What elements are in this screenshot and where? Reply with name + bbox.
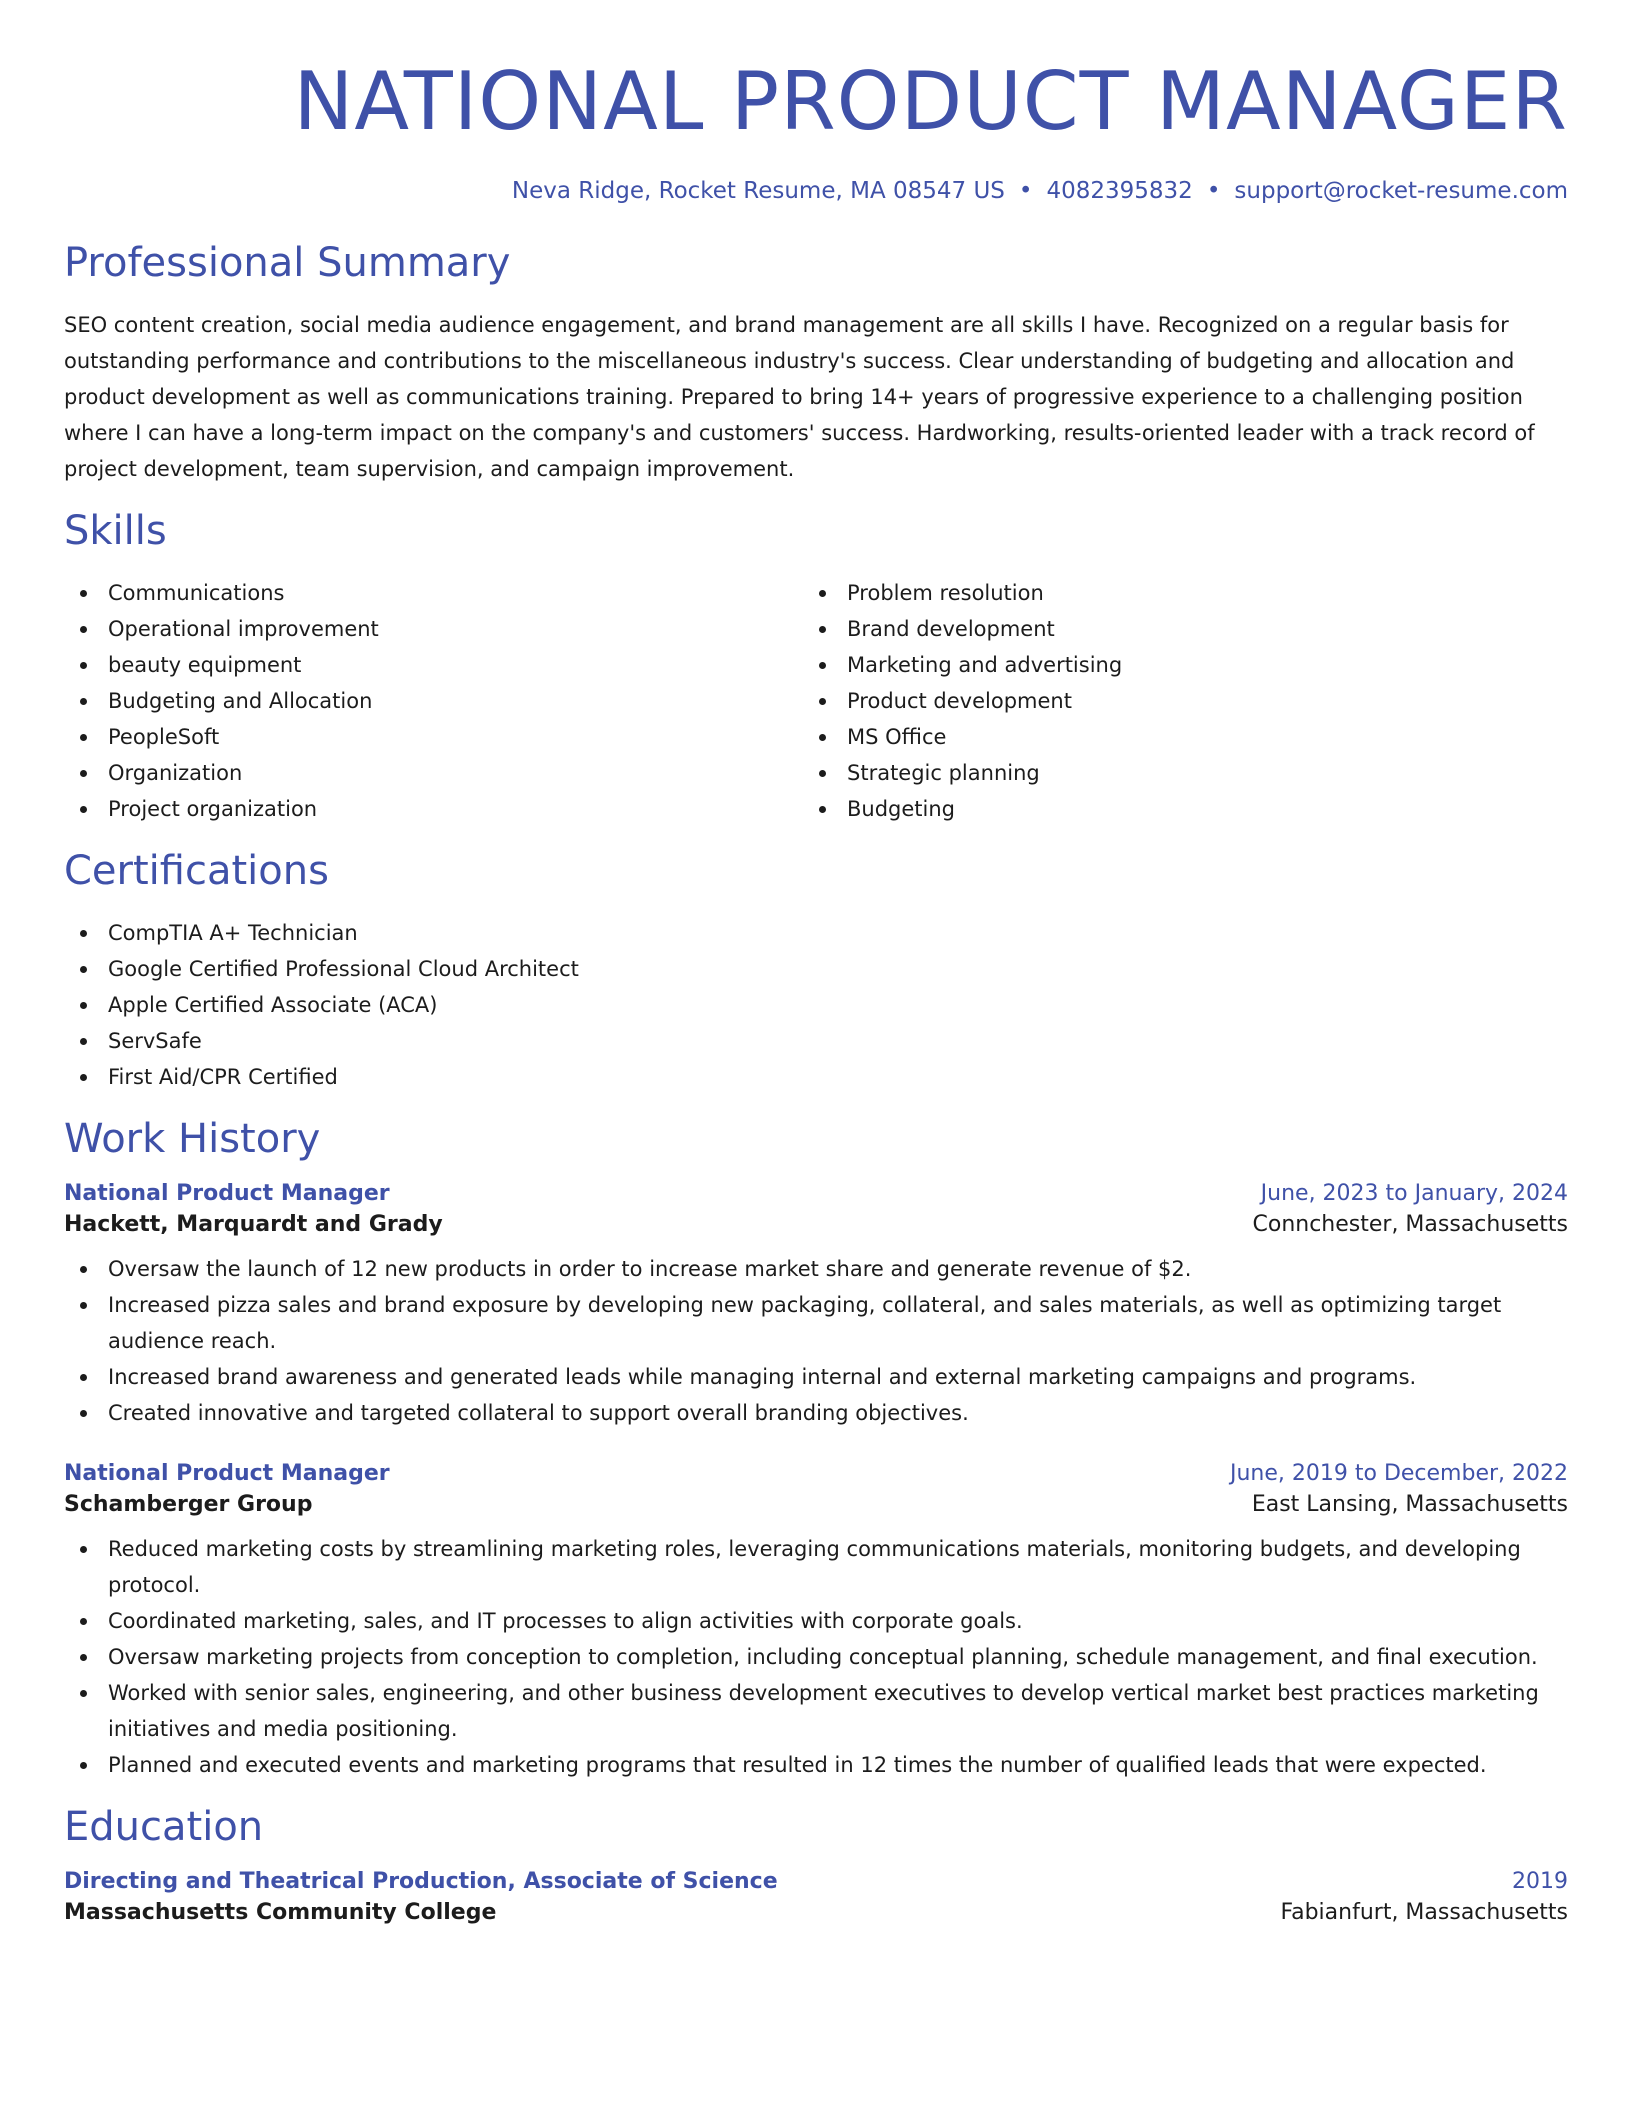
job-location: Connchester, Massachusetts <box>1252 1212 1568 1237</box>
certification-item: Apple Certified Associate (ACA) <box>64 987 1568 1023</box>
skills-grid <box>64 575 1568 827</box>
education-year: 2019 <box>1512 1869 1568 1894</box>
skill-item: beauty equipment <box>64 647 803 683</box>
education-heading: Education <box>64 1804 264 1850</box>
summary-section <box>64 241 1568 487</box>
certifications-list <box>64 915 1568 1095</box>
job-location: East Lansing, Massachusetts <box>1251 1492 1568 1517</box>
job-bullets <box>64 1251 1568 1431</box>
skill-item: Marketing and advertising <box>803 647 1542 683</box>
certification-item: Google Certified Professional Cloud Architect <box>64 951 1568 987</box>
contact-separator: • <box>1018 178 1033 204</box>
skill-item: Organization <box>64 755 803 791</box>
education-school-row <box>64 1900 1568 1925</box>
job-bullet: Increased pizza sales and brand exposure by developing new packaging, collateral, and sales materials, as well as optimizing target audience reach. <box>64 1287 1568 1359</box>
skill-item: Product development <box>803 683 1542 719</box>
summary-heading: Professional Summary <box>64 240 511 286</box>
skill-item: MS Office <box>803 719 1542 755</box>
job-company-row <box>64 1212 1568 1237</box>
certifications-section <box>64 849 1568 1095</box>
skill-item: Problem resolution <box>803 575 1542 611</box>
education-school: Massachusetts Community College <box>64 1900 497 1925</box>
job-bullet: Increased brand awareness and generated leads while managing internal and external marketing campaigns and programs. <box>64 1359 1568 1395</box>
work-history-section <box>64 1117 1568 1783</box>
contact-phone: 4082395832 <box>1046 178 1193 204</box>
certification-item: First Aid/CPR Certified <box>64 1059 1568 1095</box>
job-entry <box>64 1461 1568 1783</box>
job-company: Hackett, Marquardt and Grady <box>64 1212 443 1237</box>
education-section <box>64 1805 1568 1925</box>
skill-item: Budgeting <box>803 791 1542 827</box>
job-bullet: Created innovative and targeted collateral to support overall branding objectives. <box>64 1395 1568 1431</box>
job-company: Schamberger Group <box>64 1492 313 1517</box>
skills-left-list <box>64 575 803 827</box>
job-bullet: Reduced marketing costs by streamlining marketing roles, leveraging communications materials, monitoring budgets, and developing protocol. <box>64 1531 1568 1603</box>
contact-address: Neva Ridge, Rocket Resume, MA 08547 US <box>511 178 1005 204</box>
skill-item: PeopleSoft <box>64 719 803 755</box>
skills-right-list <box>803 575 1542 827</box>
contact-separator: • <box>1206 178 1221 204</box>
job-dates: June, 2023 to January, 2024 <box>1260 1181 1568 1206</box>
resume-name: NATIONAL PRODUCT MANAGER <box>293 55 1568 148</box>
job-title: National Product Manager <box>64 1461 390 1486</box>
skill-item: Brand development <box>803 611 1542 647</box>
job-bullet: Oversaw marketing projects from conception to completion, including conceptual planning, schedule management, and final execution. <box>64 1639 1568 1675</box>
skill-item: Communications <box>64 575 803 611</box>
job-bullet: Oversaw the launch of 12 new products in order to increase market share and generate revenue of $2. <box>64 1251 1568 1287</box>
skill-item: Strategic planning <box>803 755 1542 791</box>
education-location: Fabianfurt, Massachusetts <box>1280 1900 1568 1925</box>
job-company-row <box>64 1492 1568 1517</box>
skills-heading: Skills <box>64 508 167 554</box>
education-degree: Directing and Theatrical Production, Associate of Science <box>64 1869 778 1894</box>
skill-item: Budgeting and Allocation <box>64 683 803 719</box>
job-dates: June, 2019 to December, 2022 <box>1229 1461 1568 1486</box>
certifications-heading: Certifications <box>64 848 329 894</box>
job-bullet: Coordinated marketing, sales, and IT processes to align activities with corporate goals. <box>64 1603 1568 1639</box>
skill-item: Operational improvement <box>64 611 803 647</box>
certification-item: ServSafe <box>64 1023 1568 1059</box>
contact-line <box>64 180 1568 203</box>
job-entry <box>64 1181 1568 1431</box>
job-header-row <box>64 1461 1568 1486</box>
skills-section <box>64 509 1568 827</box>
job-bullet: Planned and executed events and marketing programs that resulted in 12 times the number of qualified leads that were expected. <box>64 1747 1568 1783</box>
job-bullets <box>64 1531 1568 1783</box>
education-header-row <box>64 1869 1568 1894</box>
contact-email: support@rocket-resume.com <box>1234 178 1568 204</box>
summary-text: SEO content creation, social media audience engagement, and brand management are all skills I have. Recognized on a regular basis for outstanding performance and contributions to the miscellaneous industry's success. Clear understanding of budgeting and allocation and product development as well as communications training. Prepared to bring 14+ years of progressive experience to a challenging position where I can have a long-term impact on the company's and customers' success. Hardworking, results-oriented leader with a track record of project development, team supervision, and campaign improvement. <box>64 313 1535 481</box>
job-header-row <box>64 1181 1568 1206</box>
work-history-heading: Work History <box>64 1116 321 1162</box>
skill-item: Project organization <box>64 791 803 827</box>
certification-item: CompTIA A+ Technician <box>64 915 1568 951</box>
job-title: National Product Manager <box>64 1181 390 1206</box>
job-bullet: Worked with senior sales, engineering, and other business development executives to develop vertical market best practices marketing initiatives and media positioning. <box>64 1675 1568 1747</box>
